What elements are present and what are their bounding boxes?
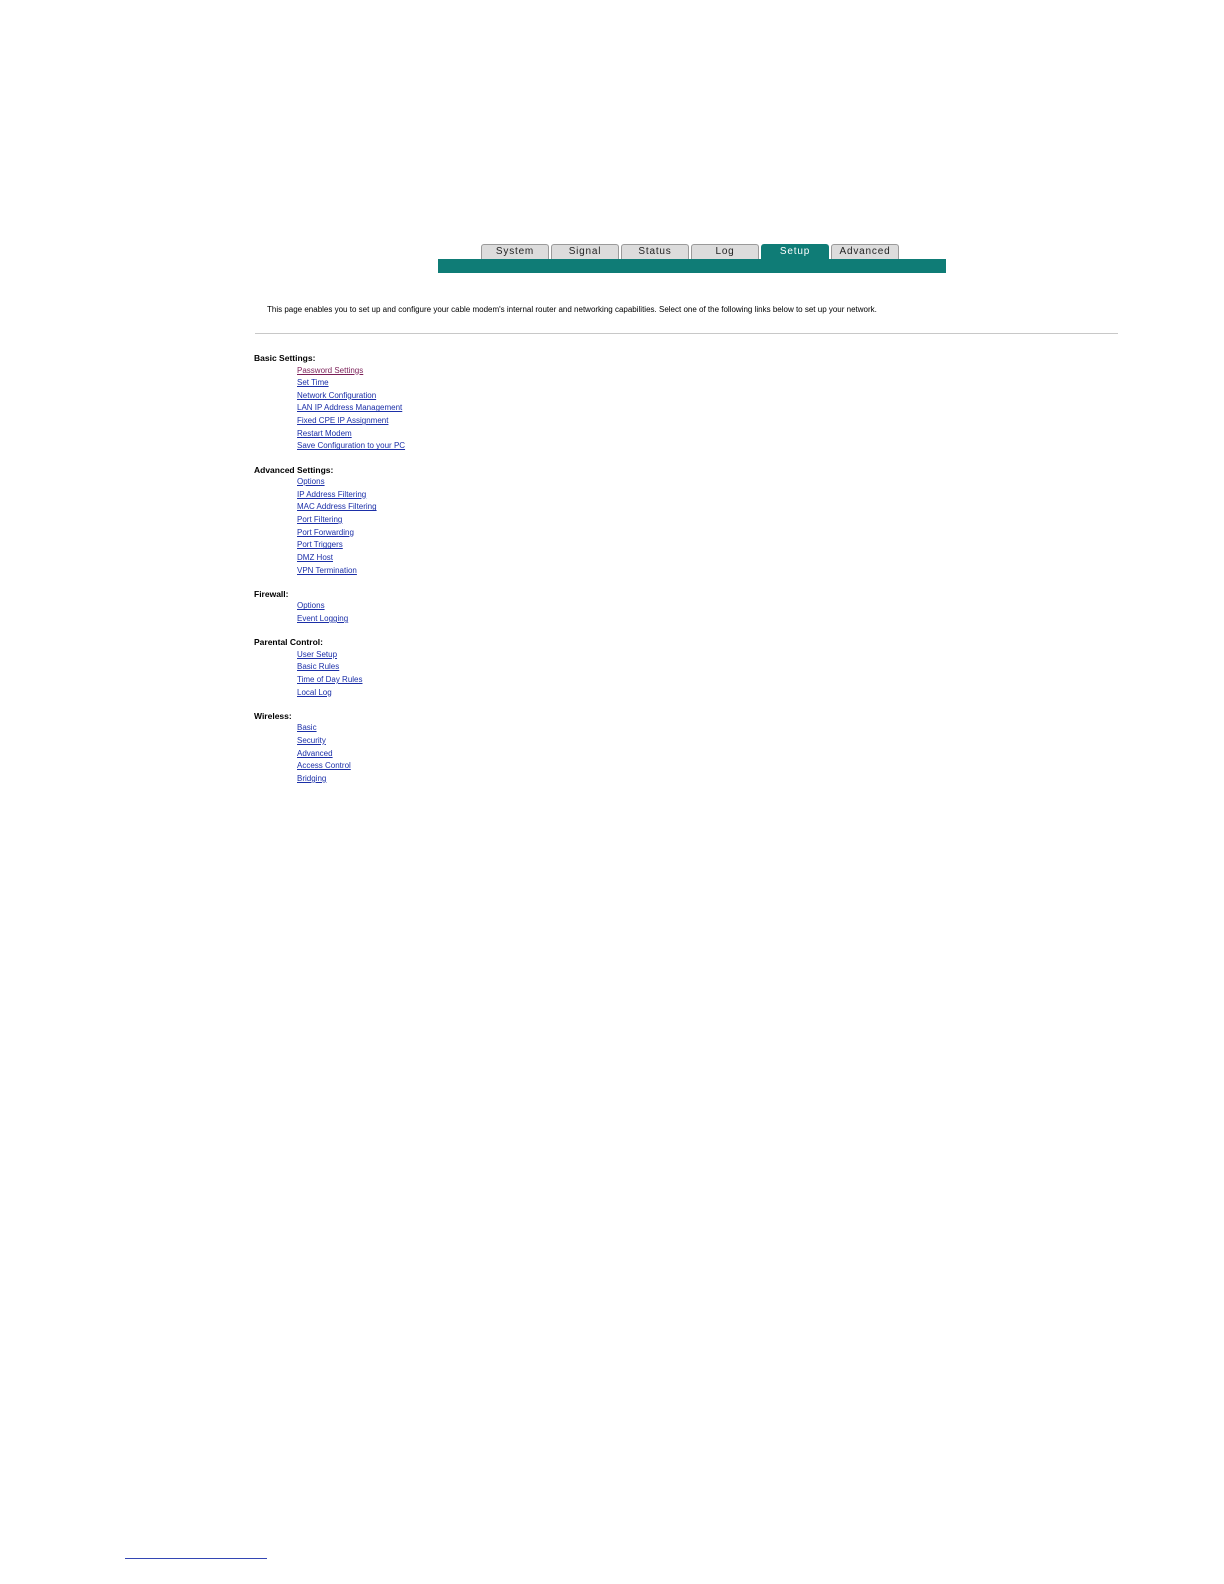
section-basic-settings (254, 352, 405, 453)
section-advanced-settings (254, 464, 405, 578)
link-vpn-termination[interactable]: VPN Termination (297, 565, 357, 575)
section-heading: Advanced Settings: (254, 464, 334, 475)
link-event-logging[interactable]: Event Logging (297, 614, 349, 623)
section-wireless (254, 710, 405, 786)
section-parental-control (254, 636, 405, 699)
section-firewall (254, 588, 405, 626)
link-ip-address-filtering[interactable]: IP Address Filtering (297, 489, 367, 499)
link-set-time[interactable]: Set Time (297, 378, 329, 388)
link-firewall-options[interactable]: Options (297, 601, 325, 611)
link-dmz-host[interactable]: DMZ Host (297, 553, 333, 563)
tab-system[interactable]: System (481, 244, 549, 259)
link-user-setup[interactable]: User Setup (297, 649, 338, 659)
link-basic-rules[interactable]: Basic Rules (297, 662, 340, 672)
page-description: This page enables you to set up and configure your cable modem's internal router and networking capabilities. Select one of the following links below to set up your network. (267, 305, 877, 314)
link-mac-address-filtering[interactable]: MAC Address Filtering (297, 502, 377, 512)
tab-log[interactable]: Log (691, 244, 759, 259)
tab-underline-bar (438, 259, 946, 273)
section-heading: Basic Settings: (254, 353, 316, 363)
link-save-configuration[interactable]: Save Configuration to your PC (297, 441, 406, 451)
link-time-of-day-rules[interactable]: Time of Day Rules (297, 674, 363, 684)
tab-bar (481, 244, 899, 259)
link-wireless-basic[interactable]: Basic (297, 723, 317, 733)
link-access-control[interactable]: Access Control (297, 761, 351, 771)
link-network-configuration[interactable]: Network Configuration (297, 390, 377, 400)
link-port-forwarding[interactable]: Port Forwarding (297, 527, 354, 537)
link-port-filtering[interactable]: Port Filtering (297, 515, 343, 525)
section-heading: Wireless: (254, 710, 292, 721)
link-restart-modem[interactable]: Restart Modem (297, 428, 352, 438)
link-lan-ip-address-management[interactable]: LAN IP Address Management (297, 403, 403, 413)
tab-status[interactable]: Status (621, 244, 689, 259)
section-heading: Parental Control: (254, 637, 323, 648)
tab-advanced[interactable]: Advanced (831, 244, 899, 259)
settings-link-list (254, 352, 405, 796)
divider (255, 333, 1118, 334)
section-heading: Firewall: (254, 588, 289, 599)
link-wireless-security[interactable]: Security (297, 735, 326, 745)
link-fixed-cpe-ip-assignment[interactable]: Fixed CPE IP Assignment (297, 416, 389, 426)
link-bridging[interactable]: Bridging (297, 773, 327, 783)
link-local-log[interactable]: Local Log (297, 687, 332, 697)
tab-signal[interactable]: Signal (551, 244, 619, 259)
link-password-settings[interactable]: Password Settings (297, 365, 364, 375)
link-port-triggers[interactable]: Port Triggers (297, 540, 343, 550)
link-wireless-advanced[interactable]: Advanced (297, 748, 333, 758)
footnote-separator (125, 1558, 267, 1559)
tab-setup[interactable]: Setup (761, 244, 829, 259)
link-advanced-options[interactable]: Options (297, 477, 325, 487)
